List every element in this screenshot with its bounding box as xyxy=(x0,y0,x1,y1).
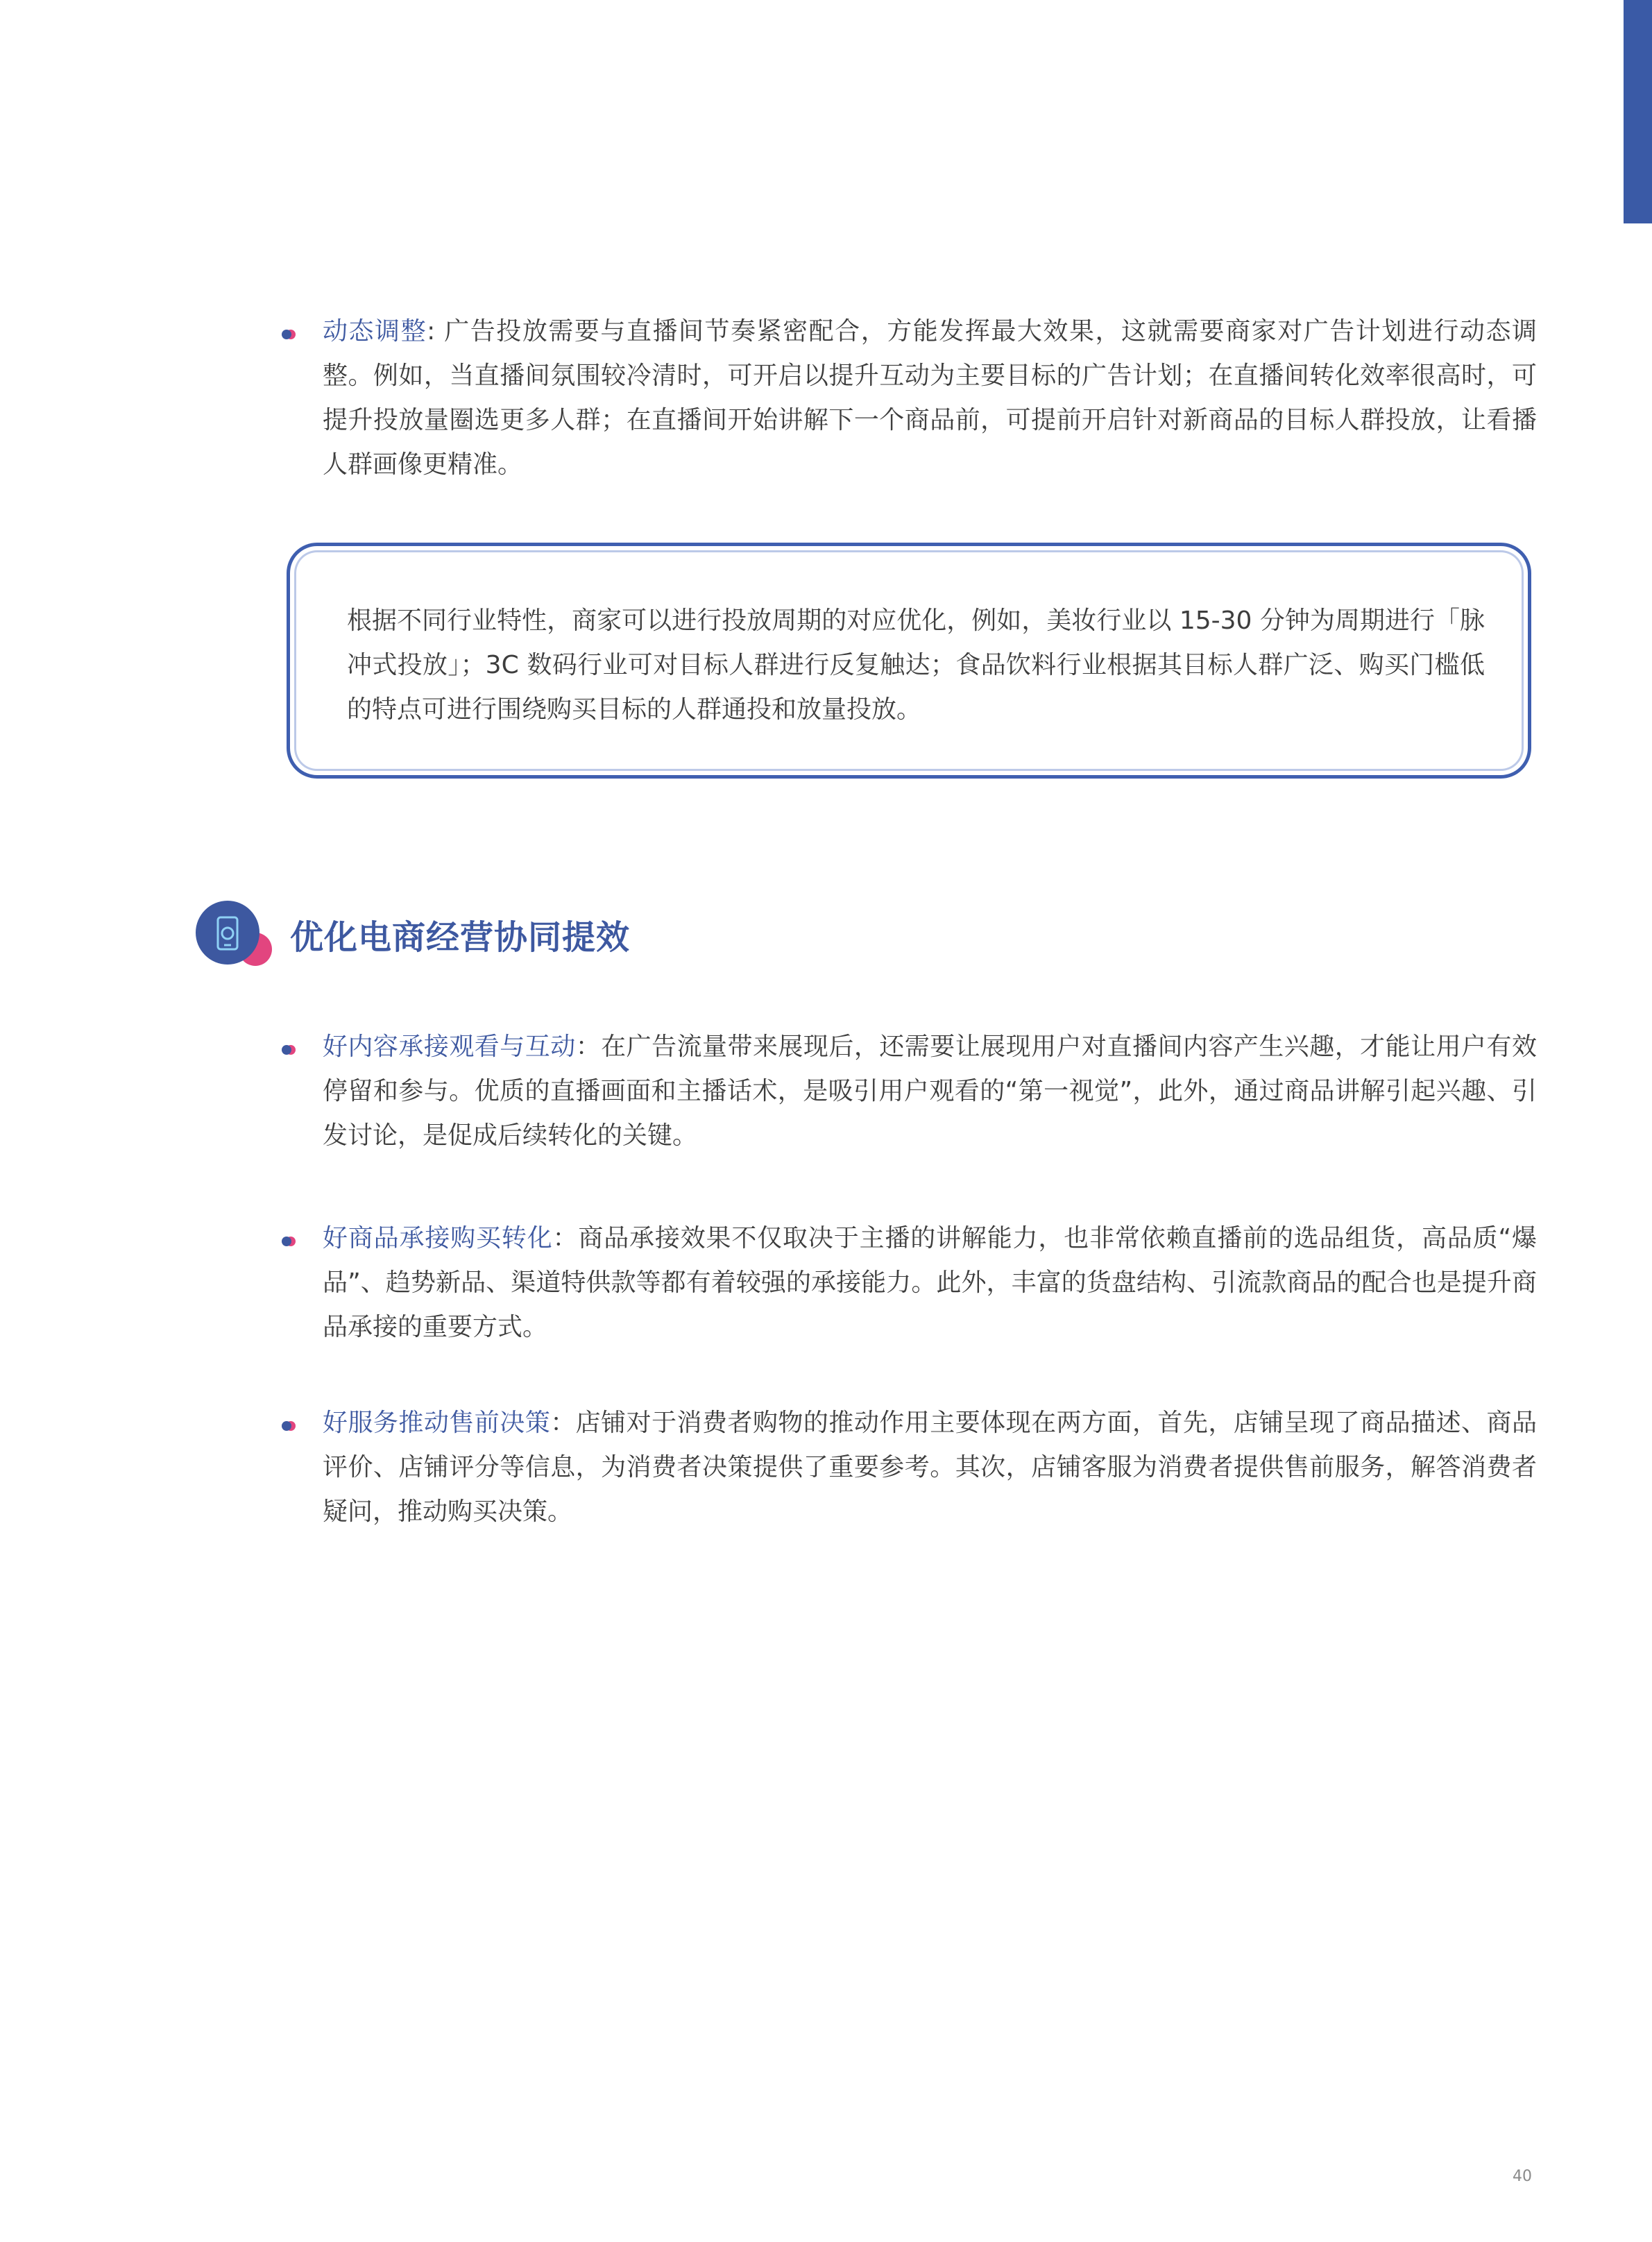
bullet-dot-icon xyxy=(281,1236,298,1247)
phone-icon xyxy=(193,899,276,969)
bullet-lead: 好内容承接观看与互动 xyxy=(323,1033,576,1061)
bullet-good-service xyxy=(281,1401,1537,1534)
bullet-paragraph xyxy=(323,1401,1537,1534)
bullet-lead: 动态调整 xyxy=(323,317,427,346)
callout-box xyxy=(287,543,1531,779)
bullet-body: ：店铺对于消费者购物的推动作用主要体现在两方面，首先，店铺呈现了商品描述、商品评价、店铺评分等信息，为消费者决策提供了重要参考。其次，店铺客服为消费者提供售前服务，解答消费者疑问，推动购买决策。 xyxy=(323,1409,1537,1526)
section-title: 优化电商经营协同提效 xyxy=(290,918,631,957)
bullet-paragraph xyxy=(323,309,1537,487)
bullet-body: ：在广告流量带来展现后，还需要让展现用户对直播间内容产生兴趣，才能让用户有效停留和参与。优质的直播画面和主播话术，是吸引用户观看的“第一视觉”，此外，通过商品讲解引起兴趣、引发讨论，是促成后续转化的关键。 xyxy=(323,1033,1537,1150)
bullet-dot-icon xyxy=(281,329,298,340)
bullet-dynamic-adjust xyxy=(281,309,1537,487)
bullet-body: ：商品承接效果不仅取决于主播的讲解能力，也非常依赖直播前的选品组货，高品质“爆品”、趋势新品、渠道特供款等都有着较强的承接能力。此外，丰富的货盘结构、引流款商品的配合也是提升商品承接的重要方式。 xyxy=(323,1224,1537,1341)
bullet-lead: 好商品承接购买转化 xyxy=(323,1224,553,1252)
bullet-paragraph xyxy=(323,1216,1537,1350)
bullet-paragraph xyxy=(323,1025,1537,1158)
bullet-dot-icon xyxy=(281,1044,298,1055)
callout-text: 根据不同行业特性，商家可以进行投放周期的对应优化，例如，美妆行业以 15-30 分钟为周期进行「脉冲式投放」；3C 数码行业可对目标人群进行反复触达；食品饮料行业根据其目标人群广泛、购买门槛低的特点可进行围绕购买目标的人群通投和放量投放。 xyxy=(347,606,1485,724)
bullet-good-content xyxy=(281,1025,1537,1158)
page-number: 40 xyxy=(1513,2168,1532,2185)
bullet-good-product xyxy=(281,1216,1537,1350)
bullet-dot-icon xyxy=(281,1420,298,1432)
bullet-body: : 广告投放需要与直播间节奏紧密配合，方能发挥最大效果，这就需要商家对广告计划进行动态调整。例如，当直播间氛围较冷清时，可开启以提升互动为主要目标的广告计划；在直播间转化效率很高时，可提升投放量圈选更多人群；在直播间开始讲解下一个商品前，可提前开启针对新商品的目标人群投放，让看播人群画像更精准。 xyxy=(323,317,1537,479)
bullet-lead: 好服务推动售前决策 xyxy=(323,1409,551,1437)
side-tab-marker xyxy=(1624,0,1652,223)
